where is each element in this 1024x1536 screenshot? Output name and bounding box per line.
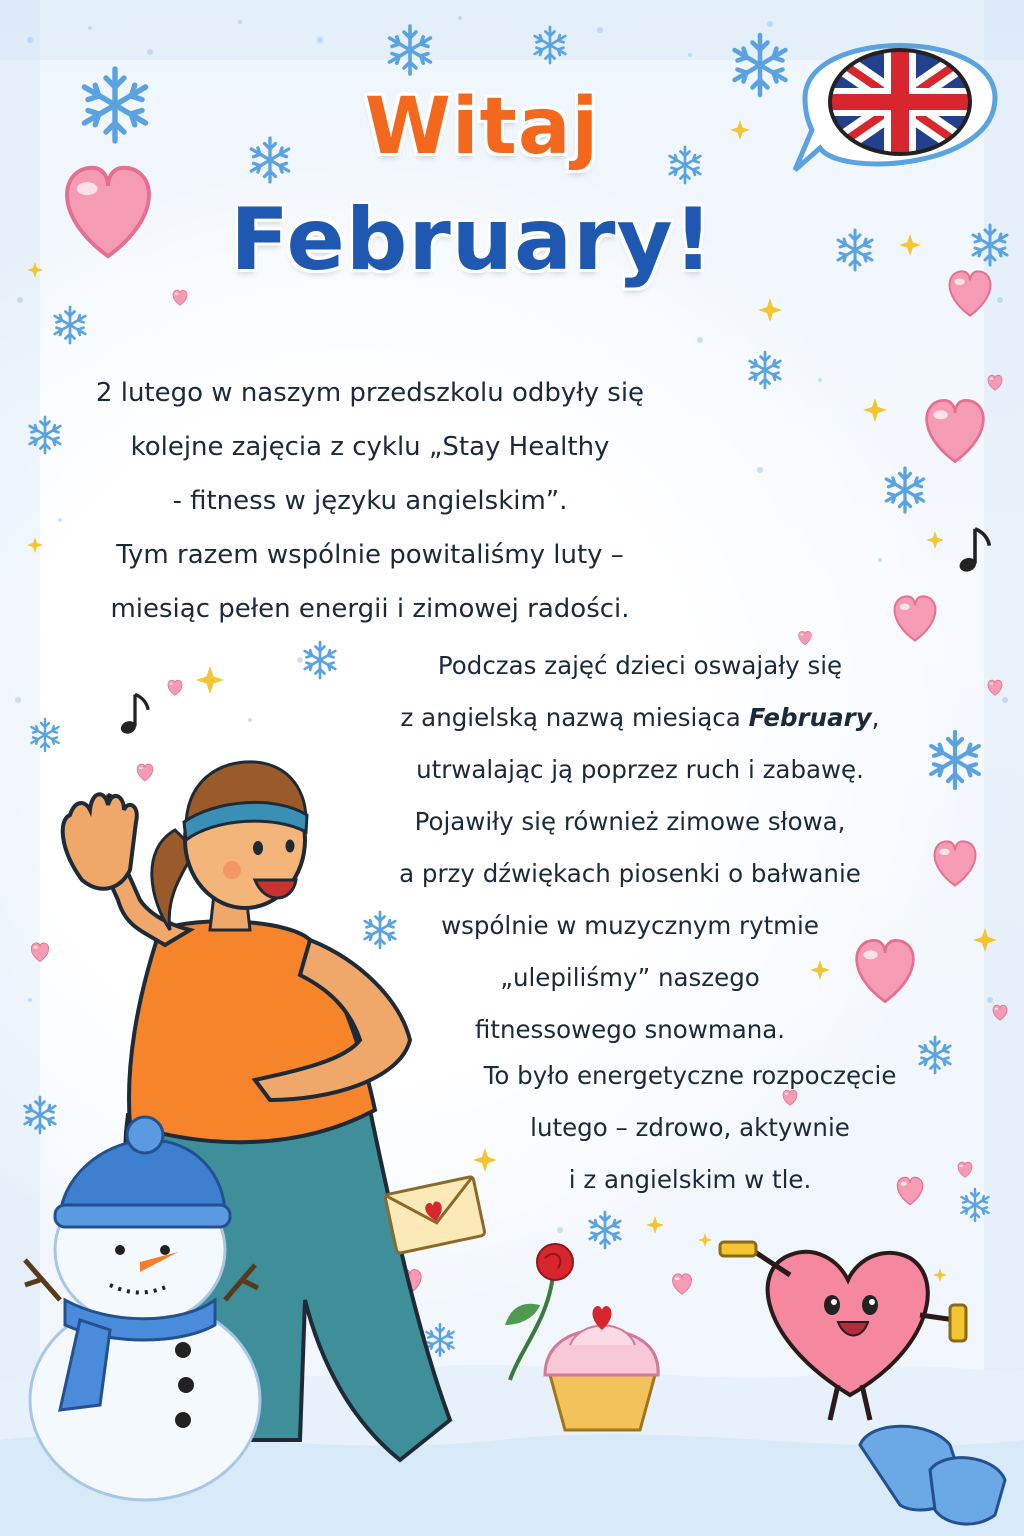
title-february: February! [230, 190, 714, 290]
emphasis-suffix: , [871, 703, 880, 732]
text-line: utrwalając ją poprzez ruch i zabawę. [416, 755, 864, 784]
paragraph-intro [30, 366, 710, 636]
text-line [340, 692, 940, 744]
text-line: wspólnie w muzycznym rytmie [441, 911, 819, 940]
text-line: 2 lutego w naszym przedszkolu odbyły się [95, 378, 645, 408]
paragraph-snowman [350, 796, 910, 1056]
text-line: Pojawiły się również zimowe słowa, [414, 807, 846, 836]
cupcake-icon [545, 1306, 658, 1430]
text-line-start: z angielską nazwą miesiąca [400, 703, 749, 732]
text-line: Podczas zajęć dzieci oswajały się [437, 651, 843, 680]
text-line: Tym razem wspólnie powitaliśmy luty – [116, 540, 624, 570]
text-line: i z angielskim w tle. [568, 1165, 812, 1194]
text-line: „ulepiliśmy” naszego [500, 963, 760, 992]
text-line: - fitness w języku angielskim”. [172, 486, 568, 516]
text-line: kolejne zajęcia z cyklu „Stay Healthy [130, 432, 610, 462]
text-line: lutego – zdrowo, aktywnie [530, 1113, 850, 1142]
text-line: miesiąc pełen energii i zimowej radości. [110, 594, 630, 624]
paragraph-month-name [340, 640, 940, 796]
paragraph-closing [440, 1050, 940, 1206]
title-witaj: Witaj [364, 82, 600, 172]
text-line: To było energetyczne rozpoczęcie [483, 1061, 897, 1090]
text-line: fitnessowego snowmana. [474, 1015, 786, 1044]
text-line: a przy dźwiękach piosenki o bałwanie [399, 859, 861, 888]
emphasis-february: February [748, 703, 872, 732]
